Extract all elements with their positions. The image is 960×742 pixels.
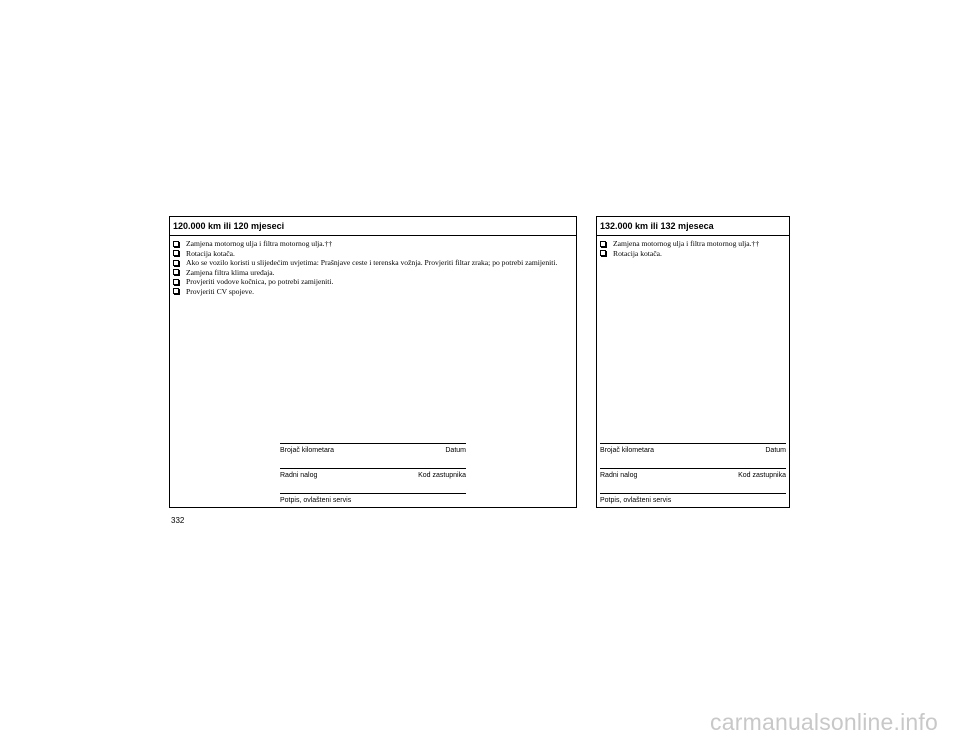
- checkbox-icon[interactable]: [600, 241, 606, 247]
- list-item: Rotacija kotača.: [600, 249, 786, 259]
- odometer-label: Brojač kilometara: [280, 447, 335, 454]
- list-item: Ako se vozilo koristi u slijedećim uvjetima: Prašnjave ceste i terenska vožnja. Provjeriti filtar zraka; po potrebi zamijeniti.: [173, 258, 573, 268]
- maintenance-title: 132.000 km ili 132 mjeseca: [597, 217, 789, 236]
- checkbox-icon[interactable]: [173, 288, 179, 294]
- work-order-line[interactable]: [600, 468, 786, 480]
- list-item: Rotacija kotača.: [173, 249, 573, 259]
- checkbox-icon[interactable]: [173, 241, 179, 247]
- signature-label: Potpis, ovlašteni servis: [600, 497, 672, 504]
- checkbox-icon[interactable]: [173, 250, 179, 256]
- maintenance-list: [170, 239, 576, 296]
- date-label: Datum: [445, 447, 466, 454]
- maintenance-box-132000: [596, 216, 790, 508]
- signature-block: [600, 430, 786, 505]
- dealer-code-label: Kod zastupnika: [738, 472, 786, 479]
- work-order-line[interactable]: [280, 468, 466, 480]
- dealer-code-label: Kod zastupnika: [418, 472, 466, 479]
- maintenance-list: [597, 239, 789, 258]
- signature-block: [280, 430, 466, 505]
- list-item: Provjeriti CV spojeve.: [173, 287, 573, 297]
- checkbox-icon[interactable]: [173, 269, 179, 275]
- signature-line[interactable]: [280, 493, 466, 505]
- odometer-date-line[interactable]: [600, 443, 786, 455]
- list-item: Provjeriti vodove kočnica, po potrebi zamijeniti.: [173, 277, 573, 287]
- odometer-label: Brojač kilometara: [600, 447, 655, 454]
- list-item: Zamjena motornog ulja i filtra motornog ulja.††: [173, 239, 573, 249]
- checkbox-icon[interactable]: [173, 260, 179, 266]
- work-order-label: Radni nalog: [600, 472, 638, 479]
- watermark: carmanualsonline.info: [710, 709, 938, 735]
- date-label: Datum: [765, 447, 786, 454]
- checkbox-icon[interactable]: [173, 279, 179, 285]
- signature-label: Potpis, ovlašteni servis: [280, 497, 352, 504]
- list-item: Zamjena motornog ulja i filtra motornog ulja.††: [600, 239, 786, 249]
- signature-line[interactable]: [600, 493, 786, 505]
- checkbox-icon[interactable]: [600, 250, 606, 256]
- list-item: Zamjena filtra klima uređaja.: [173, 268, 573, 278]
- maintenance-box-120000: [169, 216, 577, 508]
- page-number: 332: [171, 516, 185, 525]
- odometer-date-line[interactable]: [280, 443, 466, 455]
- maintenance-title: 120.000 km ili 120 mjeseci: [170, 217, 576, 236]
- work-order-label: Radni nalog: [280, 472, 318, 479]
